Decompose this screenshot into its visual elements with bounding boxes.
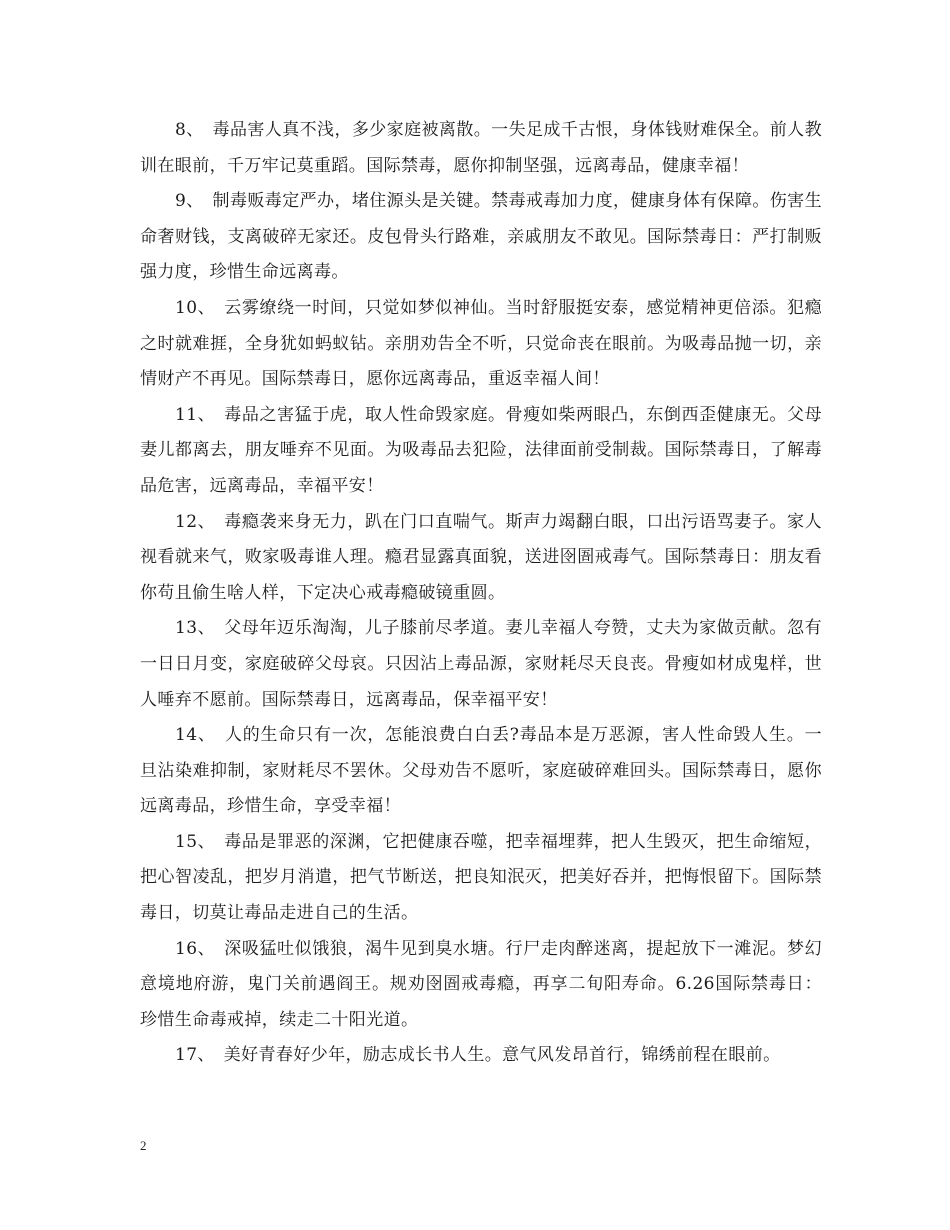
paragraph-item-14: 14、 人的生命只有一次，怎能浪费白白丢?毒品本是万恶源，害人性命毁人生。一旦沾染难抑制，家财耗尽不罢休。父母劝告不愿听，家庭破碎难回头。国际禁毒日，愿你远离毒品，珍惜生命，享受幸福！ [140, 725, 822, 817]
paragraph-item-12: 12、 毒瘾袭来身无力，趴在门口直喘气。斯声力竭翻白眼，口出污语骂妻子。家人视看就来气，败家吸毒谁人理。瘾君显露真面貌，送进囹圄戒毒气。国际禁毒日：朋友看你苟且偷生啥人样，下定决心戒毒瘾破镜重圆。 [140, 511, 822, 603]
paragraph-item-15: 15、 毒品是罪恶的深渊，它把健康吞噬，把幸福埋葬，把人生毁灭，把生命缩短，把心智凌乱，把岁月消遣，把气节断送，把良知泯灭，把美好吞并，把悔恨留下。国际禁毒日，切莫让毒品走进自己的生活。 [140, 831, 822, 924]
paragraph-item-17: 17、 美好青春好少年，励志成长书人生。意气风发昂首行，锦绣前程在眼前。 [175, 1045, 781, 1066]
paragraph-item-16: 16、 深吸猛吐似饿狼，渴牛见到臭水塘。行尸走肉醉迷离，提起放下一滩泥。梦幻意境地府游，鬼门关前遇阎王。规劝囹圄戒毒瘾，再享二旬阳寿命。6.26国际禁毒日：珍惜生命毒戒掉，续走二十阳光道。 [140, 938, 822, 1030]
paragraph-item-8: 8、 毒品害人真不浅，多少家庭被离散。一失足成千古恨，身体钱财难保全。前人教训在眼前，千万牢记莫重蹈。国际禁毒，愿你抑制坚强，远离毒品，健康幸福！ [140, 120, 822, 176]
paragraph-item-13: 13、 父母年迈乐淘淘，儿子膝前尽孝道。妻儿幸福人夸赞，丈夫为家做贡献。忽有一日日月变，家庭破碎父母哀。只因沾上毒品源，家财耗尽天良丧。骨瘦如材成鬼样，世人唾弃不愿前。国际禁毒日，远离毒品，保幸福平安！ [140, 618, 822, 710]
page-number: 2 [140, 1138, 147, 1153]
paragraph-item-11: 11、 毒品之害猛于虎，取人性命毁家庭。骨瘦如柴两眼凸，东倒西歪健康无。父母妻儿都离去，朋友唾弃不见面。为吸毒品去犯险，法律面前受制裁。国际禁毒日，了解毒品危害，远离毒品，幸福平安！ [140, 404, 822, 496]
paragraph-item-9: 9、 制毒贩毒定严办，堵住源头是关键。禁毒戒毒加力度，健康身体有保障。伤害生命奢财钱，支离破碎无家还。皮包骨头行路难，亲戚朋友不敢见。国际禁毒日：严打制贩强力度，珍惜生命远离毒。 [140, 191, 822, 283]
document-body [140, 113, 822, 1074]
paragraph-item-10: 10、 云雾缭绕一时间，只觉如梦似神仙。当时舒服挺安泰，感觉精神更倍添。犯瘾之时就难捱，全身犹如蚂蚁钻。亲朋劝告全不听，只觉命丧在眼前。为吸毒品抛一切，亲情财产不再见。国际禁毒日，愿你远离毒品，重返幸福人间！ [140, 297, 822, 390]
